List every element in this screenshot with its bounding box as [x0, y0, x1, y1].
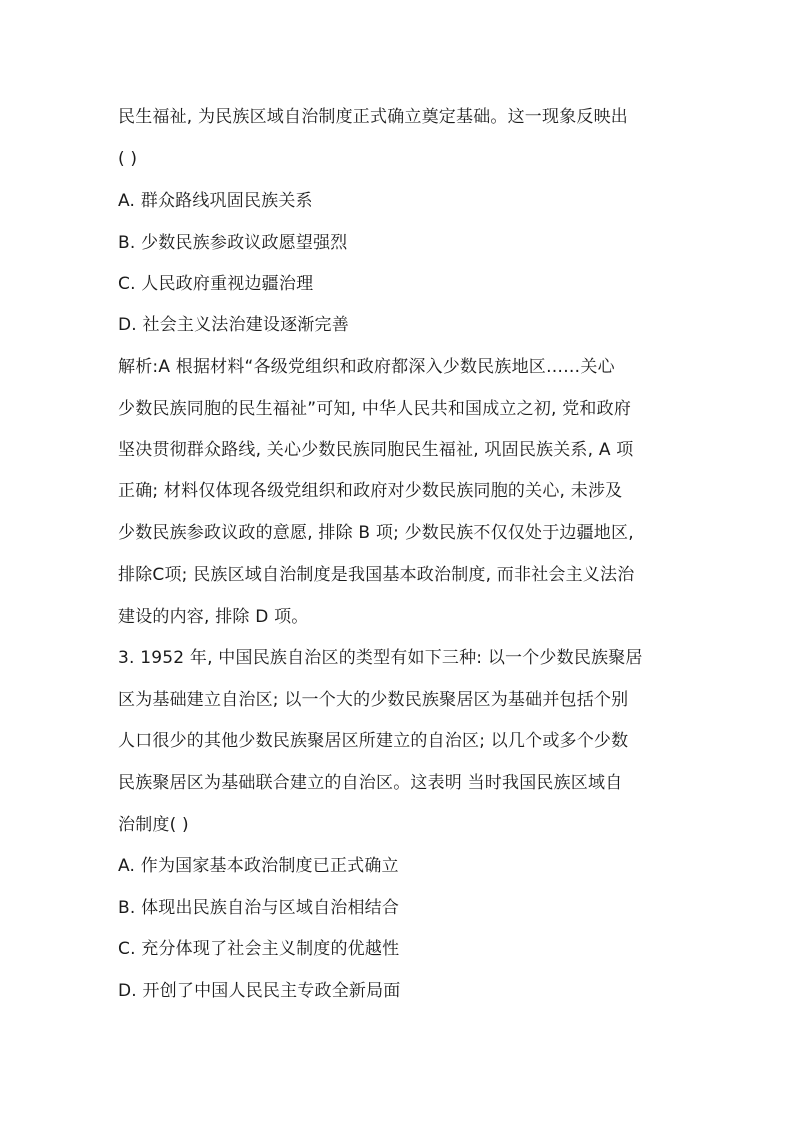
- question-3-stem-line-5: 治制度( ): [118, 815, 189, 835]
- question-2-option-d: D. 社会主义法治建设逐渐完善: [118, 315, 349, 335]
- question-2-analysis-line-1: 解析:A 根据材料“各级党组织和政府都深入少数民族地区……关心: [118, 357, 615, 377]
- question-3-stem-line-2: 区为基础建立自治区; 以一个大的少数民族聚居区为基础并包括个别: [118, 690, 629, 710]
- question-2-analysis-line-6: 排除C项; 民族区域自治制度是我国基本政治制度, 而非社会主义法治: [118, 565, 635, 585]
- question-3-option-c: C. 充分体现了社会主义制度的优越性: [118, 939, 400, 959]
- question-2-analysis-line-3: 坚决贯彻群众路线, 关心少数民族同胞民生福祉, 巩固民族关系, A 项: [118, 440, 634, 460]
- question-2-stem-tail: 民生福祉, 为民族区域自治制度正式确立奠定基础。这一现象反映出: [118, 107, 629, 127]
- question-2-answer-blank: ( ): [118, 149, 138, 169]
- question-2-option-c: C. 人民政府重视边疆治理: [118, 274, 314, 294]
- question-2-analysis-line-5: 少数民族参政议政的意愿, 排除 B 项; 少数民族不仅仅处于边疆地区,: [118, 523, 634, 543]
- question-3-stem-line-3: 人口很少的其他少数民族聚居区所建立的自治区; 以几个或多个少数: [118, 731, 629, 751]
- question-3-option-d: D. 开创了中国人民民主专政全新局面: [118, 981, 401, 1001]
- question-2-option-b: B. 少数民族参政议政愿望强烈: [118, 233, 348, 253]
- question-2-analysis-line-4: 正确; 材料仅体现各级党组织和政府对少数民族同胞的关心, 未涉及: [118, 481, 623, 501]
- question-2-option-a: A. 群众路线巩固民族关系: [118, 191, 313, 211]
- question-3-option-a: A. 作为国家基本政治制度已正式确立: [118, 856, 399, 876]
- question-2-analysis-line-7: 建设的内容, 排除 D 项。: [118, 607, 309, 627]
- question-3-stem-line-1: 3. 1952 年, 中国民族自治区的类型有如下三种: 以一个少数民族聚居: [118, 648, 643, 668]
- question-3-option-b: B. 体现出民族自治与区域自治相结合: [118, 898, 400, 918]
- question-3-stem-line-4: 民族聚居区为基础联合建立的自治区。这表明 当时我国民族区域自: [118, 773, 623, 793]
- question-2-analysis-line-2: 少数民族同胞的民生福祉”可知, 中华人民共和国成立之初, 党和政府: [118, 399, 632, 419]
